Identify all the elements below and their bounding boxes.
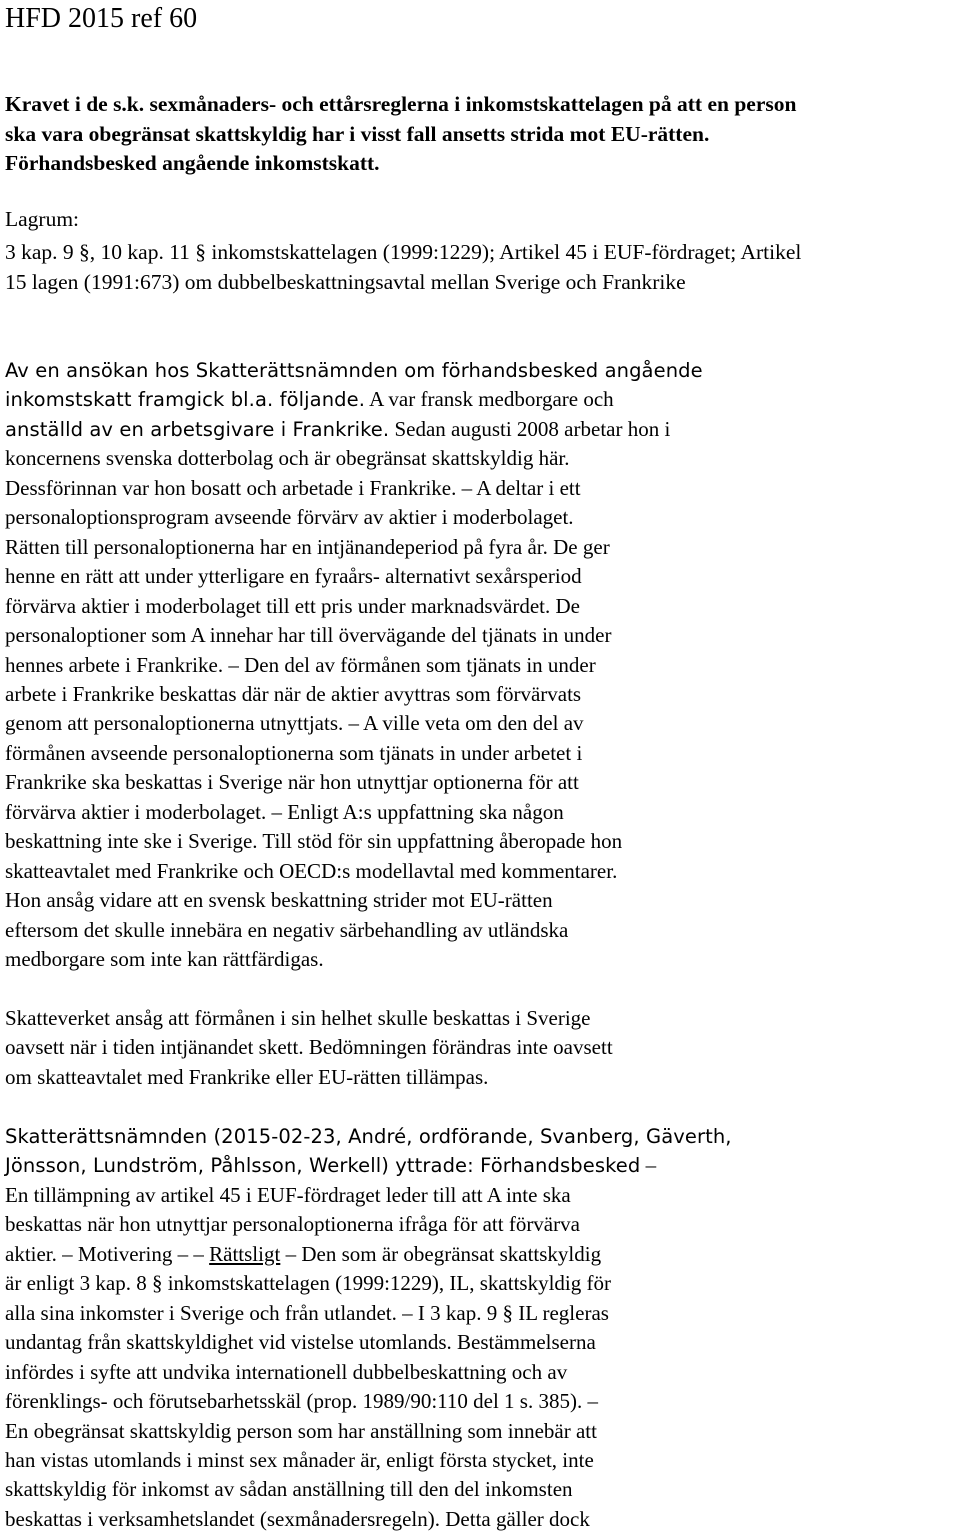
paragraph-line: är enligt 3 kap. 8 § inkomstskattelagen (1999:1229), IL, skattskyldig för <box>5 1271 611 1296</box>
paragraph-line: skattskyldig för inkomst av sådan anställning till den del inkomsten <box>5 1477 573 1502</box>
paragraph-line: En obegränsat skattskyldig person som har anställning som innebär att <box>5 1418 597 1443</box>
paragraph-line: arbete i Frankrike beskattas där när de aktier avyttras som förvärvats <box>5 681 582 706</box>
paragraph-line: infördes i syfte att undvika internationell dubbelbeskattning och av <box>5 1359 568 1384</box>
paragraph-line <box>5 1151 732 1180</box>
paragraph-line: henne en rätt att under ytterligare en fyraårs- alternativt sexårsperiod <box>5 564 582 589</box>
paragraph-line: beskattning inte ske i Sverige. Till stöd för sin uppfattning åberopade hon <box>5 829 623 854</box>
paragraph-line-part: A var fransk medborgare och <box>365 387 614 412</box>
paragraph-line-part: anställd av en arbetsgivare i Frankrike. <box>5 417 390 441</box>
paragraph-line: Skatterättsnämnden (2015-02-23, André, ordförande, Svanberg, Gäverth, <box>5 1125 732 1148</box>
paragraph-line: förmånen avseende personaloptionerna som tjänats in under arbetet i <box>5 740 583 765</box>
paragraph-line: Skatteverket ansåg att förmånen i sin helhet skulle beskattas i Sverige <box>5 1006 591 1030</box>
paragraph-line: beskattas i verksamhetslandet (sexmånadersregeln). Detta gäller dock <box>5 1506 590 1531</box>
rattsligt-heading: Rättsligt <box>209 1241 281 1266</box>
paragraph-line: förenklings- och förutsebarhetsskäl (prop. 1989/90:110 del 1 s. 385). – <box>5 1389 598 1414</box>
paragraph-line <box>5 385 703 414</box>
lagrum-label: Lagrum: <box>5 207 80 231</box>
summary-line: Förhandsbesked angående inkomstskatt. <box>5 151 380 175</box>
paragraph-line-part: – Den som är obegränsat skattskyldig <box>280 1241 602 1266</box>
paragraph-line: om skatteavtalet med Frankrike eller EU-rätten tillämpas. <box>5 1064 489 1089</box>
paragraph-line: personaloptioner som A innehar har till övervägande del tjänats in under <box>5 623 612 648</box>
case-summary <box>5 90 796 179</box>
paragraph-line: personaloptionsprogram avseende förvärv av aktier i moderbolaget. <box>5 505 574 530</box>
paragraph-line-part: Jönsson, Lundström, Påhlsson, Werkell) yttrade: Förhandsbesked <box>5 1154 641 1178</box>
paragraph-line: oavsett när i tiden intjänandet skett. Bedömningen förändras inte oavsett <box>5 1035 613 1060</box>
paragraph-line: skatteavtalet med Frankrike och OECD:s modellavtal med kommentarer. <box>5 858 618 883</box>
paragraph-skatteverket <box>5 1004 613 1092</box>
paragraph-line: genom att personaloptionerna utnyttjats. – A ville veta om den del av <box>5 711 584 736</box>
paragraph-line: förvärva aktier i moderbolaget. – Enligt A:s uppfattning ska någon <box>5 799 564 824</box>
lagrum-line: 15 lagen (1991:673) om dubbelbeskattningsavtal mellan Sverige och Frankrike <box>5 269 686 294</box>
page-title: HFD 2015 ref 60 <box>5 3 198 34</box>
paragraph-line <box>5 1240 732 1269</box>
paragraph-line: Av en ansökan hos Skatterättsnämnden om förhandsbesked angående <box>5 359 703 382</box>
paragraph-line: Hon ansåg vidare att en svensk beskattning strider mot EU-rätten <box>5 888 553 913</box>
summary-line: ska vara obegränsat skattskyldig har i visst fall ansetts strida mot EU-rätten. <box>5 121 710 146</box>
paragraph-line: Frankrike ska beskattas i Sverige när hon utnyttjar optionerna för att <box>5 770 579 795</box>
paragraph-line: undantag från skattskyldighet vid vistelse utomlands. Bestämmelserna <box>5 1330 596 1355</box>
paragraph-line-part: aktier. – Motivering – – <box>5 1241 210 1266</box>
paragraph-background <box>5 356 703 975</box>
paragraph-line: hennes arbete i Frankrike. – Den del av förmånen som tjänats in under <box>5 652 596 677</box>
paragraph-line: Rätten till personaloptionerna har en intjänandeperiod på fyra år. De ger <box>5 534 610 559</box>
paragraph-line <box>5 415 703 444</box>
paragraph-line: eftersom det skulle innebära en negativ särbehandling av utländska <box>5 917 569 942</box>
paragraph-line: alla sina inkomster i Sverige och från utlandet. – I 3 kap. 9 § IL regleras <box>5 1300 609 1325</box>
paragraph-line: han vistas utomlands i minst sex månader är, enligt första stycket, inte <box>5 1447 594 1472</box>
paragraph-line: förvärva aktier i moderbolaget till ett pris under marknadsvärdet. De <box>5 593 580 618</box>
paragraph-line: Dessförinnan var hon bosatt och arbetade i Frankrike. – A deltar i ett <box>5 475 581 500</box>
paragraph-line: En tillämpning av artikel 45 i EUF-fördraget leder till att A inte ska <box>5 1182 571 1207</box>
paragraph-line-part: – <box>640 1153 657 1178</box>
lagrum-text <box>5 238 801 297</box>
lagrum-line: 3 kap. 9 §, 10 kap. 11 § inkomstskattelagen (1999:1229); Artikel 45 i EUF-fördraget; Artikel <box>5 240 802 264</box>
summary-line: Kravet i de s.k. sexmånaders- och ettårsreglerna i inkomstskattelagen på att en person <box>5 92 797 116</box>
paragraph-decision <box>5 1122 732 1534</box>
paragraph-line-part: Sedan augusti 2008 arbetar hon i <box>389 416 671 441</box>
paragraph-line: beskattas när hon utnyttjar personaloptionerna ifråga för att förvärva <box>5 1212 580 1237</box>
paragraph-line: medborgare som inte kan rättfärdigas. <box>5 947 324 972</box>
paragraph-line-part: inkomstskatt framgick bl.a. följande. <box>5 388 366 412</box>
paragraph-line: koncernens svenska dotterbolag och är obegränsat skattskyldig här. <box>5 446 570 471</box>
